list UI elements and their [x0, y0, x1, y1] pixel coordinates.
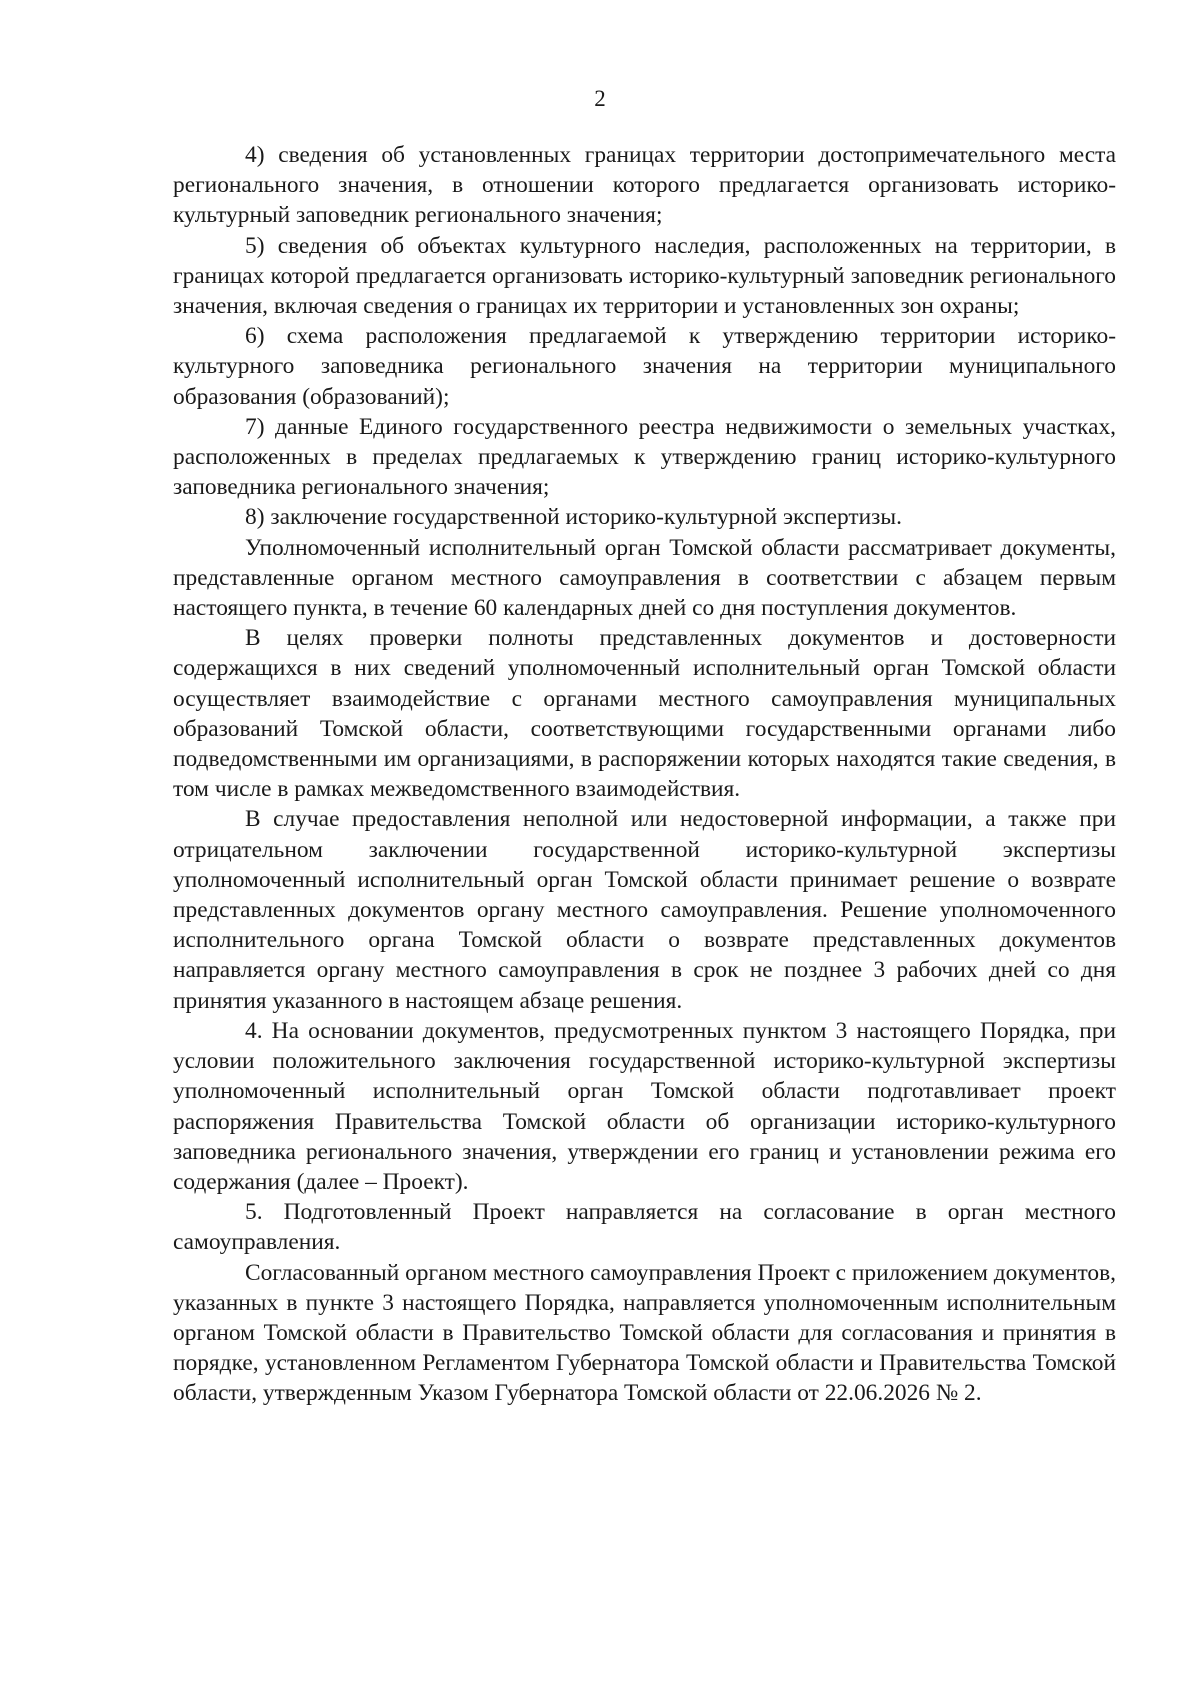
paragraph-item-7-registry-data: 7) данные Единого государственного реестра недвижимости о земельных участках, расположенных в пределах предлагаемых к утверждению границ историко-культурного заповедника регионального значения;: [173, 413, 1116, 501]
paragraph-point-4: 4. На основании документов, предусмотренных пунктом 3 настоящего Порядка, при условии положительного заключения государственной историко-культурной экспертизы уполномоченный исполнительный орган Томской области подготавливает проект распоряжения Правительства Томской области об организации историко-культурного заповедника регионального значения, утверждении его границ и установлении режима его содержания (далее – Проект).: [173, 1017, 1116, 1195]
paragraph-verification: В целях проверки полноты представленных документов и достоверности содержащихся в них сведений уполномоченный исполнительный орган Томской области осуществляет взаимодействие с органами местного самоуправления муниципальных образований Томской области, соответствующими государственными органами либо подведомственными им организациями, в распоряжении которых находятся такие сведения, в том числе в рамках межведомственного взаимодействия.: [173, 625, 1116, 803]
paragraph-approved-project: Согласованный органом местного самоуправления Проект с приложением документов, указанных в пункте 3 настоящего Порядка, направляется уполномоченным исполнительным органом Томской области в Правительство Томской области для согласования и принятия в порядке, установленном Регламентом Губернатора Томской области и Правительства Томской области, утвержденным Указом Губернатора Томской области от 22.06.2026 № 2.: [173, 1259, 1116, 1407]
paragraph-item-4-territory-boundaries: 4) сведения об установленных границах территории достопримечательного места регионального значения, в отношении которого предлагается организовать историко-культурный заповедник регионального значения;: [173, 142, 1116, 229]
paragraph-item-6-location-scheme: 6) схема расположения предлагаемой к утверждению территории историко-культурного заповедника регионального значения на территории муниципального образования (образований);: [173, 323, 1116, 410]
page-number: 2: [594, 86, 606, 111]
paragraph-item-5-heritage-objects: 5) сведения об объектах культурного наследия, расположенных на территории, в границах которой предлагается организовать историко-культурный заповедник регионального значения, включая сведения о границах их территории и установленных зон охраны;: [173, 232, 1116, 320]
document-body: [173, 140, 1116, 1409]
paragraph-review-period: Уполномоченный исполнительный орган Томской области рассматривает документы, представленные органом местного самоуправления в соответствии с абзацем первым настоящего пункта, в течение 60 календарных дней со дня поступления документов.: [173, 534, 1116, 622]
paragraph-document-return: В случае предоставления неполной или недостоверной информации, а также при отрицательном заключении государственной историко-культурной экспертизы уполномоченный исполнительный орган Томской области принимает решение о возврате представленных документов органу местного самоуправления. Решение уполномоченного исполнительного органа Томской области о возврате представленных документов направляется органу местного самоуправления в срок не позднее 3 рабочих дней со дня принятия указанного в настоящем абзаце решения.: [173, 806, 1116, 1014]
paragraph-point-5: 5. Подготовленный Проект направляется на согласование в орган местного самоуправления.: [173, 1199, 1116, 1256]
paragraph-item-8-expert-conclusion: 8) заключение государственной историко-культурной экспертизы.: [245, 504, 902, 531]
